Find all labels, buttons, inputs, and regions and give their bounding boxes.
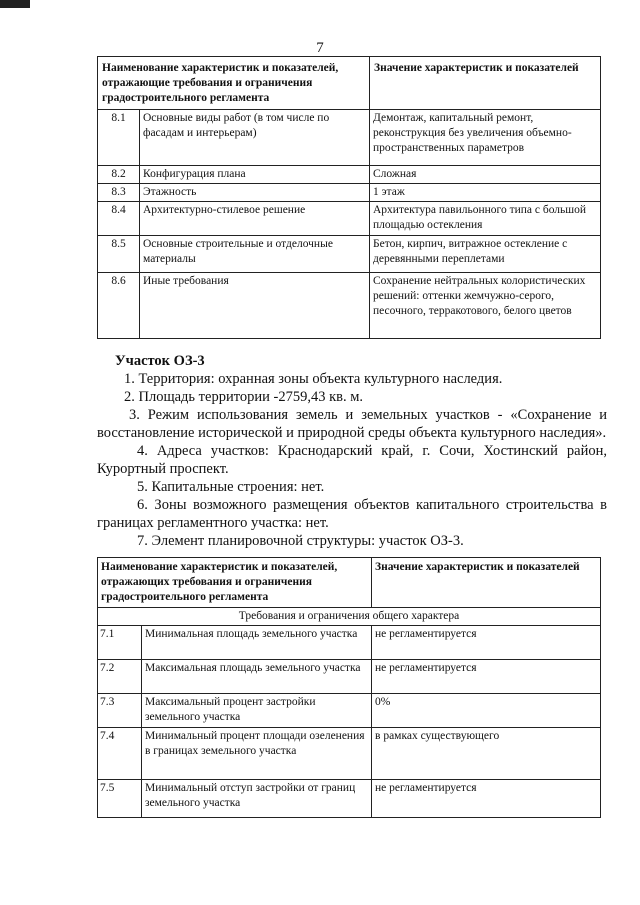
- header-name-cell: Наименование характеристик и показателей, отражающие требования и ограничения градостроительного регламента: [98, 57, 370, 110]
- table-row: [98, 184, 601, 202]
- item-planning-element: 7. Элемент планировочной структуры: участок ОЗ-3.: [137, 533, 464, 549]
- header-value-cell: Значение характеристик и показателей: [370, 57, 601, 110]
- row-name: Этажность: [140, 184, 370, 202]
- row-name: Минимальная площадь земельного участка: [142, 626, 372, 660]
- row-value: 0%: [372, 694, 601, 728]
- general-requirements-subheader: Требования и ограничения общего характера: [98, 608, 601, 626]
- page-number: 7: [316, 40, 324, 56]
- row-number: 8.5: [98, 236, 140, 273]
- row-value: Сохранение нейтральных колористических решений: оттенки жемчужно-серого, песочного, терракотового, белого цветов: [370, 273, 601, 339]
- row-value: Демонтаж, капитальный ремонт, реконструкция без увеличения объемно-пространственных параметров: [370, 110, 601, 166]
- item-land-use-mode: 3. Режим использования земель и земельных участков - «Сохранение и восстановление исторической и природной среды объекта культурного наследия».: [97, 407, 607, 441]
- row-name: Основные виды работ (в том числе по фасадам и интерьерам): [140, 110, 370, 166]
- row-number: 8.4: [98, 202, 140, 236]
- table-row: [98, 110, 601, 166]
- table-row: [98, 694, 601, 728]
- row-number: 8.1: [98, 110, 140, 166]
- table-row: [98, 660, 601, 694]
- characteristics-table-2: [97, 557, 601, 818]
- row-name: Максимальная площадь земельного участка: [142, 660, 372, 694]
- table-row: [98, 273, 601, 339]
- row-name: Минимальный отступ застройки от границ земельного участка: [142, 780, 372, 818]
- table-row: [98, 166, 601, 184]
- table-header-row: [98, 57, 601, 110]
- row-value: в рамках существующего: [372, 728, 601, 780]
- row-name: Архитектурно-стилевое решение: [140, 202, 370, 236]
- row-value: Сложная: [370, 166, 601, 184]
- row-number: 8.6: [98, 273, 140, 339]
- item-placement-zones: 6. Зоны возможного размещения объектов капитального строительства в границах регламентного участка: нет.: [97, 497, 607, 531]
- row-name: Конфигурация плана: [140, 166, 370, 184]
- row-value: 1 этаж: [370, 184, 601, 202]
- row-name: Основные строительные и отделочные материалы: [140, 236, 370, 273]
- item-address: 4. Адреса участков: Краснодарский край, г. Сочи, Хостинский район, Курортный проспект.: [97, 443, 607, 477]
- row-number: 8.2: [98, 166, 140, 184]
- row-value: не регламентируется: [372, 626, 601, 660]
- row-name: Иные требования: [140, 273, 370, 339]
- row-number: 7.1: [98, 626, 142, 660]
- table-row: [98, 626, 601, 660]
- row-number: 7.5: [98, 780, 142, 818]
- item-capital-buildings: 5. Капитальные строения: нет.: [137, 479, 325, 495]
- table-row: [98, 236, 601, 273]
- row-number: 7.2: [98, 660, 142, 694]
- table-row: [98, 728, 601, 780]
- item-territory: 1. Территория: охранная зоны объекта культурного наследия.: [124, 371, 503, 387]
- table-row: [98, 202, 601, 236]
- row-number: 8.3: [98, 184, 140, 202]
- scan-corner-mark: [0, 0, 30, 8]
- row-value: не регламентируется: [372, 780, 601, 818]
- row-value: Бетон, кирпич, витражное остекление с деревянными переплетами: [370, 236, 601, 273]
- header-value-cell: Значение характеристик и показателей: [372, 558, 601, 608]
- item-area: 2. Площадь территории -2759,43 кв. м.: [124, 389, 364, 405]
- plot-oz3-section: [97, 352, 607, 550]
- header-name-cell: Наименование характеристик и показателей, отражающих требования и ограничения градостроительного регламента: [98, 558, 372, 608]
- characteristics-table-1: [97, 56, 601, 339]
- table-header-row: [98, 558, 601, 608]
- table-subheader-row: [98, 608, 601, 626]
- row-value: не регламентируется: [372, 660, 601, 694]
- row-name: Минимальный процент площади озеленения в границах земельного участка: [142, 728, 372, 780]
- row-number: 7.4: [98, 728, 142, 780]
- row-number: 7.3: [98, 694, 142, 728]
- row-value: Архитектура павильонного типа с большой площадью остекления: [370, 202, 601, 236]
- table-row: [98, 780, 601, 818]
- section-title: Участок ОЗ-3: [115, 353, 205, 369]
- row-name: Максимальный процент застройки земельного участка: [142, 694, 372, 728]
